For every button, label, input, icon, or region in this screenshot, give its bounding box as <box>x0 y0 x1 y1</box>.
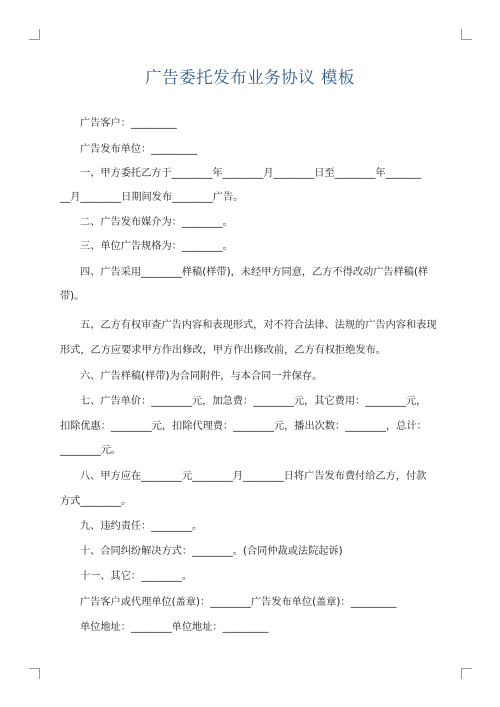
clause-7-line-3: ________元。 <box>60 445 122 456</box>
clause-9: 九、违约责任：________。 <box>80 521 203 532</box>
clause-2: 二、广告发布媒介为：________。 <box>80 217 233 228</box>
clause-3: 三、单位广告规格为：________。 <box>80 241 233 252</box>
clause-7-line-1: 七、广告单价：________元，加急费：________元，其它费用：________元， <box>80 396 427 407</box>
crop-mark-bottom-right <box>461 668 472 679</box>
document-title: 广告委托发布业务协议 模板 <box>145 68 355 87</box>
clause-1-line-1: 一、甲方委托乙方于________年________月________日至________年_______ <box>80 168 422 179</box>
clause-4-line-2: 带)。 <box>60 291 85 302</box>
crop-mark-top-right <box>461 29 472 40</box>
clause-7-line-2: 扣除优惠：________元，扣除代理费：________元，播出次数：________，总计： <box>60 421 427 432</box>
field-ad-client: 广告客户：_________ <box>80 118 177 129</box>
clause-5-line-2: 形式，乙方应要求甲方作出修改，甲方作出修改前，乙方有权拒绝发布。 <box>60 345 386 356</box>
clause-10: 十、合同纠纷解决方式：________。(合同仲裁或法院起诉) <box>80 546 343 557</box>
clause-6: 六、广告样稿(样带)为合同附件，与本合同一并保存。 <box>80 371 323 382</box>
clause-11: 十一、其它：________。 <box>80 571 193 582</box>
crop-mark-top-left <box>29 29 40 40</box>
crop-mark-bottom-left <box>29 668 40 679</box>
field-ad-publisher: 广告发布单位：_________ <box>80 144 198 155</box>
clause-1-line-2: __月________日期间发布________广告。 <box>60 192 244 203</box>
clause-8-line-2: 方式________。 <box>60 496 132 507</box>
clause-8-line-1: 八、甲方应在________元________月________日将广告发布费付给乙方，付款 <box>80 471 427 482</box>
signature-seals: 广告客户或代理单位(盖章)：________广告发布单位(盖章)：_________ <box>80 597 397 608</box>
clause-5-line-1: 五、乙方有权审查广告内容和表现形式，对不符合法律、法规的广告内容和表现 <box>80 320 437 331</box>
signature-addresses: 单位地址：________单位地址：_________ <box>80 622 269 633</box>
clause-4-line-1: 四、广告采用________样稿(样带)，未经甲方同意，乙方不得改动广告样稿(样 <box>80 267 429 278</box>
